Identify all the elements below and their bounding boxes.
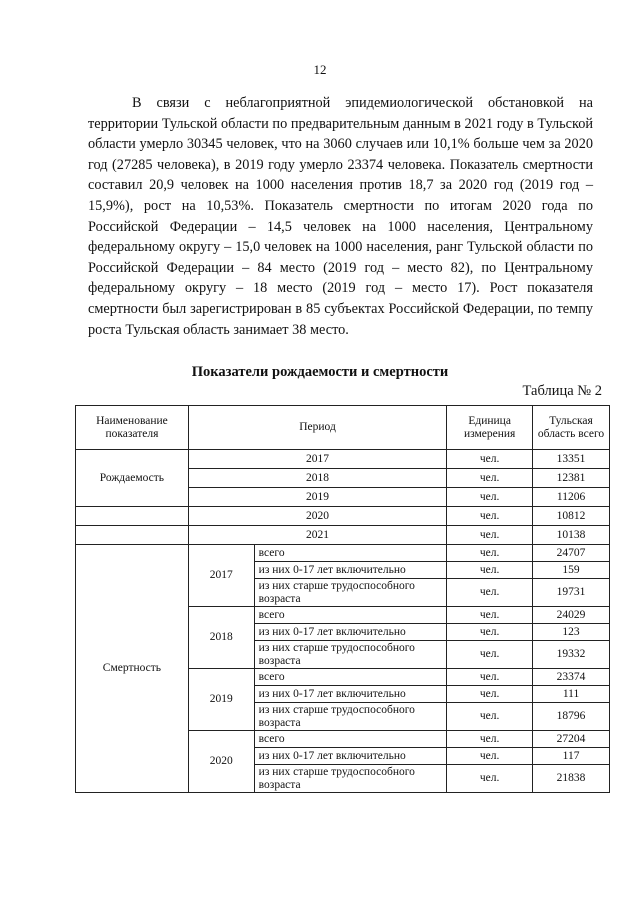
death-subcategory: всего — [254, 607, 447, 624]
birth-year: 2019 — [188, 488, 446, 507]
death-unit: чел. — [447, 765, 533, 793]
table-header-row — [76, 406, 610, 450]
birth-value: 12381 — [533, 469, 610, 488]
empty-name-cell — [76, 526, 189, 545]
death-subcategory: из них 0-17 лет включительно — [254, 624, 447, 641]
death-value: 27204 — [533, 731, 610, 748]
death-value: 117 — [533, 748, 610, 765]
birth-unit: чел. — [447, 488, 533, 507]
birth-row — [76, 526, 610, 545]
death-unit: чел. — [447, 669, 533, 686]
death-unit: чел. — [447, 748, 533, 765]
birth-value: 11206 — [533, 488, 610, 507]
death-unit: чел. — [447, 579, 533, 607]
birth-year: 2017 — [188, 450, 446, 469]
death-value: 19731 — [533, 579, 610, 607]
death-unit: чел. — [447, 731, 533, 748]
death-value: 24707 — [533, 545, 610, 562]
birth-value: 10812 — [533, 507, 610, 526]
header-region: Тульская область всего — [533, 406, 610, 450]
death-value: 159 — [533, 562, 610, 579]
death-label: Смертность — [76, 545, 189, 793]
death-subcategory: из них старше трудоспособного возраста — [254, 703, 447, 731]
death-unit: чел. — [447, 624, 533, 641]
death-unit: чел. — [447, 607, 533, 624]
death-year: 2017 — [188, 545, 254, 607]
death-value: 18796 — [533, 703, 610, 731]
death-subcategory: всего — [254, 731, 447, 748]
header-unit: Единица измерения — [447, 406, 533, 450]
body-paragraph: В связи с неблагоприятной эпидемиологической обстановкой на территории Тульской области по предварительным данным в 2021 году в Тульской области умерло 30345 человек, что на 3060 случаев или 10,1% больше чем за 2020 год (27285 человека), в 2019 году умерло 23374 человека. Показатель смертности составил 20,9 человек на 1000 населения против 18,7 за 2020 год (2019 год – 15,9%), рост на 10,53%. Показатель смертности по итогам 2020 года по Российской Федерации – 14,5 человек на 1000 населения, Центральному федеральному округу – 15,0 человек на 1000 населения, ранг Тульской области по Российской Федерации – 84 место (2019 год – место 82), по Центральному федеральному округу – 18 место (2019 год – место 17). Рост показателя смертности был зарегистрирован в 85 субъектах Российской Федерации, по темпу роста Тульская область занимает 38 место. — [88, 95, 593, 338]
statistics-table — [75, 405, 610, 793]
birth-unit: чел. — [447, 450, 533, 469]
header-name: Наименование показателя — [76, 406, 189, 450]
death-year: 2019 — [188, 669, 254, 731]
death-unit: чел. — [447, 562, 533, 579]
death-unit: чел. — [447, 686, 533, 703]
death-subcategory: из них старше трудоспособного возраста — [254, 579, 447, 607]
death-subcategory: из них 0-17 лет включительно — [254, 686, 447, 703]
birth-row — [76, 450, 610, 469]
birth-unit: чел. — [447, 507, 533, 526]
death-value: 21838 — [533, 765, 610, 793]
death-subcategory: всего — [254, 669, 447, 686]
death-value: 111 — [533, 686, 610, 703]
birth-year: 2020 — [188, 507, 446, 526]
death-subcategory: из них старше трудоспособного возраста — [254, 641, 447, 669]
birth-row — [76, 507, 610, 526]
death-year: 2020 — [188, 731, 254, 793]
death-subcategory: всего — [254, 545, 447, 562]
death-subcategory: из них 0-17 лет включительно — [254, 562, 447, 579]
death-value: 23374 — [533, 669, 610, 686]
table-body — [76, 450, 610, 793]
birth-year: 2018 — [188, 469, 446, 488]
death-value: 123 — [533, 624, 610, 641]
death-subcategory: из них 0-17 лет включительно — [254, 748, 447, 765]
birth-value: 10138 — [533, 526, 610, 545]
death-unit: чел. — [447, 545, 533, 562]
birth-unit: чел. — [447, 526, 533, 545]
table-number: Таблица № 2 — [522, 383, 602, 399]
birth-label: Рождаемость — [76, 450, 189, 507]
birth-year: 2021 — [188, 526, 446, 545]
birth-unit: чел. — [447, 469, 533, 488]
birth-value: 13351 — [533, 450, 610, 469]
death-subcategory: из них старше трудоспособного возраста — [254, 765, 447, 793]
death-value: 24029 — [533, 607, 610, 624]
death-unit: чел. — [447, 703, 533, 731]
death-value: 19332 — [533, 641, 610, 669]
table-title: Показатели рождаемости и смертности — [191, 364, 449, 380]
empty-name-cell — [76, 507, 189, 526]
header-period: Период — [188, 406, 446, 450]
page-number: 12 — [313, 62, 327, 77]
death-year: 2018 — [188, 607, 254, 669]
death-unit: чел. — [447, 641, 533, 669]
death-row — [76, 545, 610, 562]
